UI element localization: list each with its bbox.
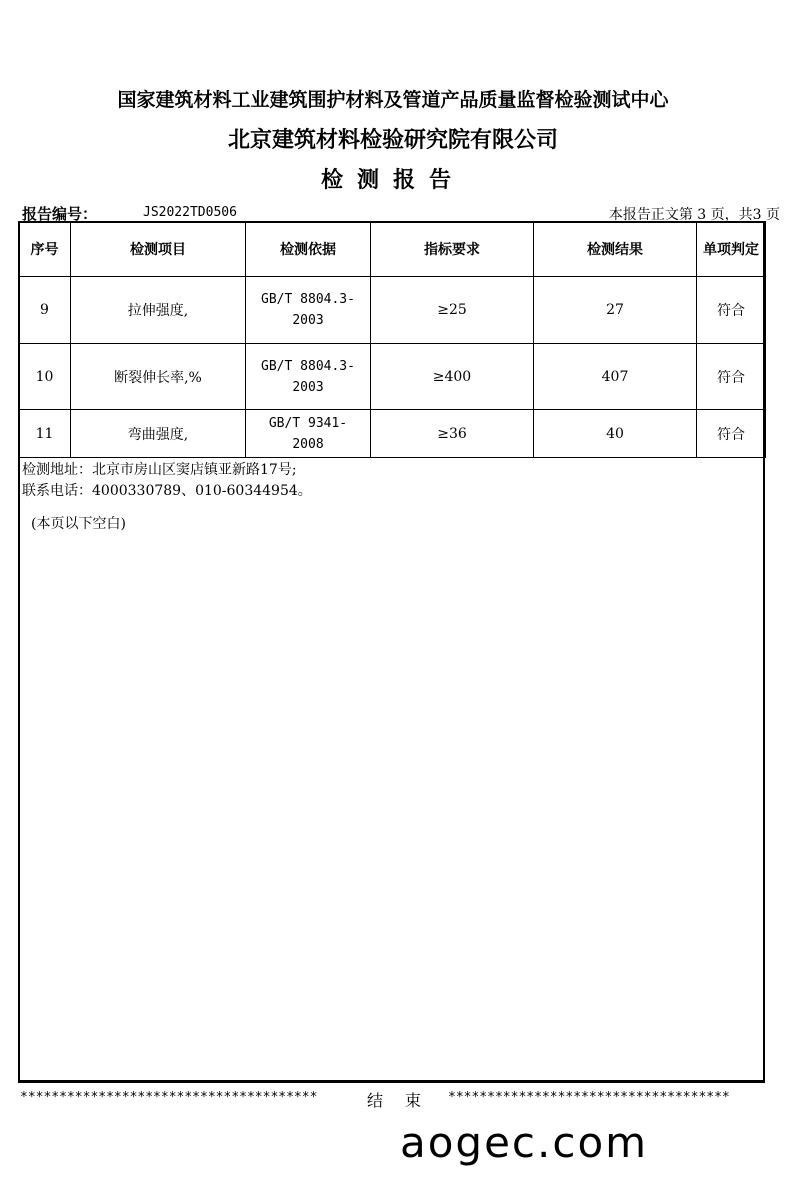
cell-requirement: ≥25 bbox=[371, 277, 534, 344]
cell-no: 11 bbox=[19, 410, 71, 458]
table-row bbox=[19, 410, 766, 458]
cell-item: 断裂伸长率,% bbox=[71, 344, 246, 410]
cell-basis: GB/T 8804.3-2003 bbox=[246, 344, 371, 410]
cell-basis: GB/T 8804.3-2003 bbox=[246, 277, 371, 344]
cell-verdict: 符合 bbox=[697, 344, 766, 410]
cell-basis: GB/T 9341-2008 bbox=[246, 410, 371, 458]
cell-no: 10 bbox=[19, 344, 71, 410]
cell-requirement: ≥36 bbox=[371, 410, 534, 458]
col-header-result: 检测结果 bbox=[534, 222, 697, 277]
footer-stars-right: ************************************ bbox=[448, 1090, 730, 1105]
table-header-row bbox=[19, 222, 766, 277]
table-row bbox=[19, 344, 766, 410]
cell-result: 27 bbox=[534, 277, 697, 344]
report-number-value: JS2022TD0506 bbox=[143, 205, 237, 220]
test-address: 检测地址：北京市房山区窦店镇亚新路17号; bbox=[22, 462, 297, 478]
cell-verdict: 符合 bbox=[697, 410, 766, 458]
institution-title: 国家建筑材料工业建筑围护材料及管道产品质量监督检验测试中心 bbox=[117, 89, 669, 111]
cell-verdict: 符合 bbox=[697, 277, 766, 344]
col-header-no: 序号 bbox=[19, 222, 71, 277]
table-row bbox=[19, 277, 766, 344]
notes-block bbox=[22, 460, 312, 502]
report-number-label: 报告编号： bbox=[22, 205, 98, 223]
watermark: aogec.com bbox=[400, 1118, 649, 1167]
col-header-requirement: 指标要求 bbox=[371, 222, 534, 277]
cell-no: 9 bbox=[19, 277, 71, 344]
cell-result: 40 bbox=[534, 410, 697, 458]
cell-item: 拉伸强度, bbox=[71, 277, 246, 344]
company-title: 北京建筑材料检验研究院有限公司 bbox=[227, 128, 558, 153]
cell-result: 407 bbox=[534, 344, 697, 410]
results-table bbox=[18, 221, 766, 458]
col-header-verdict: 单项判定 bbox=[697, 222, 766, 277]
report-title: 检测报告 bbox=[320, 168, 465, 193]
blank-notice: (本页以下空白) bbox=[31, 516, 126, 532]
cell-item: 弯曲强度, bbox=[71, 410, 246, 458]
end-marker: 结束 bbox=[366, 1091, 443, 1110]
footer-stars-left: ************************************** bbox=[20, 1090, 318, 1105]
col-header-item: 检测项目 bbox=[71, 222, 246, 277]
contact-phone: 联系电话：4000330789、010-60344954。 bbox=[22, 483, 312, 499]
col-header-basis: 检测依据 bbox=[246, 222, 371, 277]
page-info: 本报告正文第 3 页，共3 页 bbox=[608, 207, 780, 223]
cell-requirement: ≥400 bbox=[371, 344, 534, 410]
